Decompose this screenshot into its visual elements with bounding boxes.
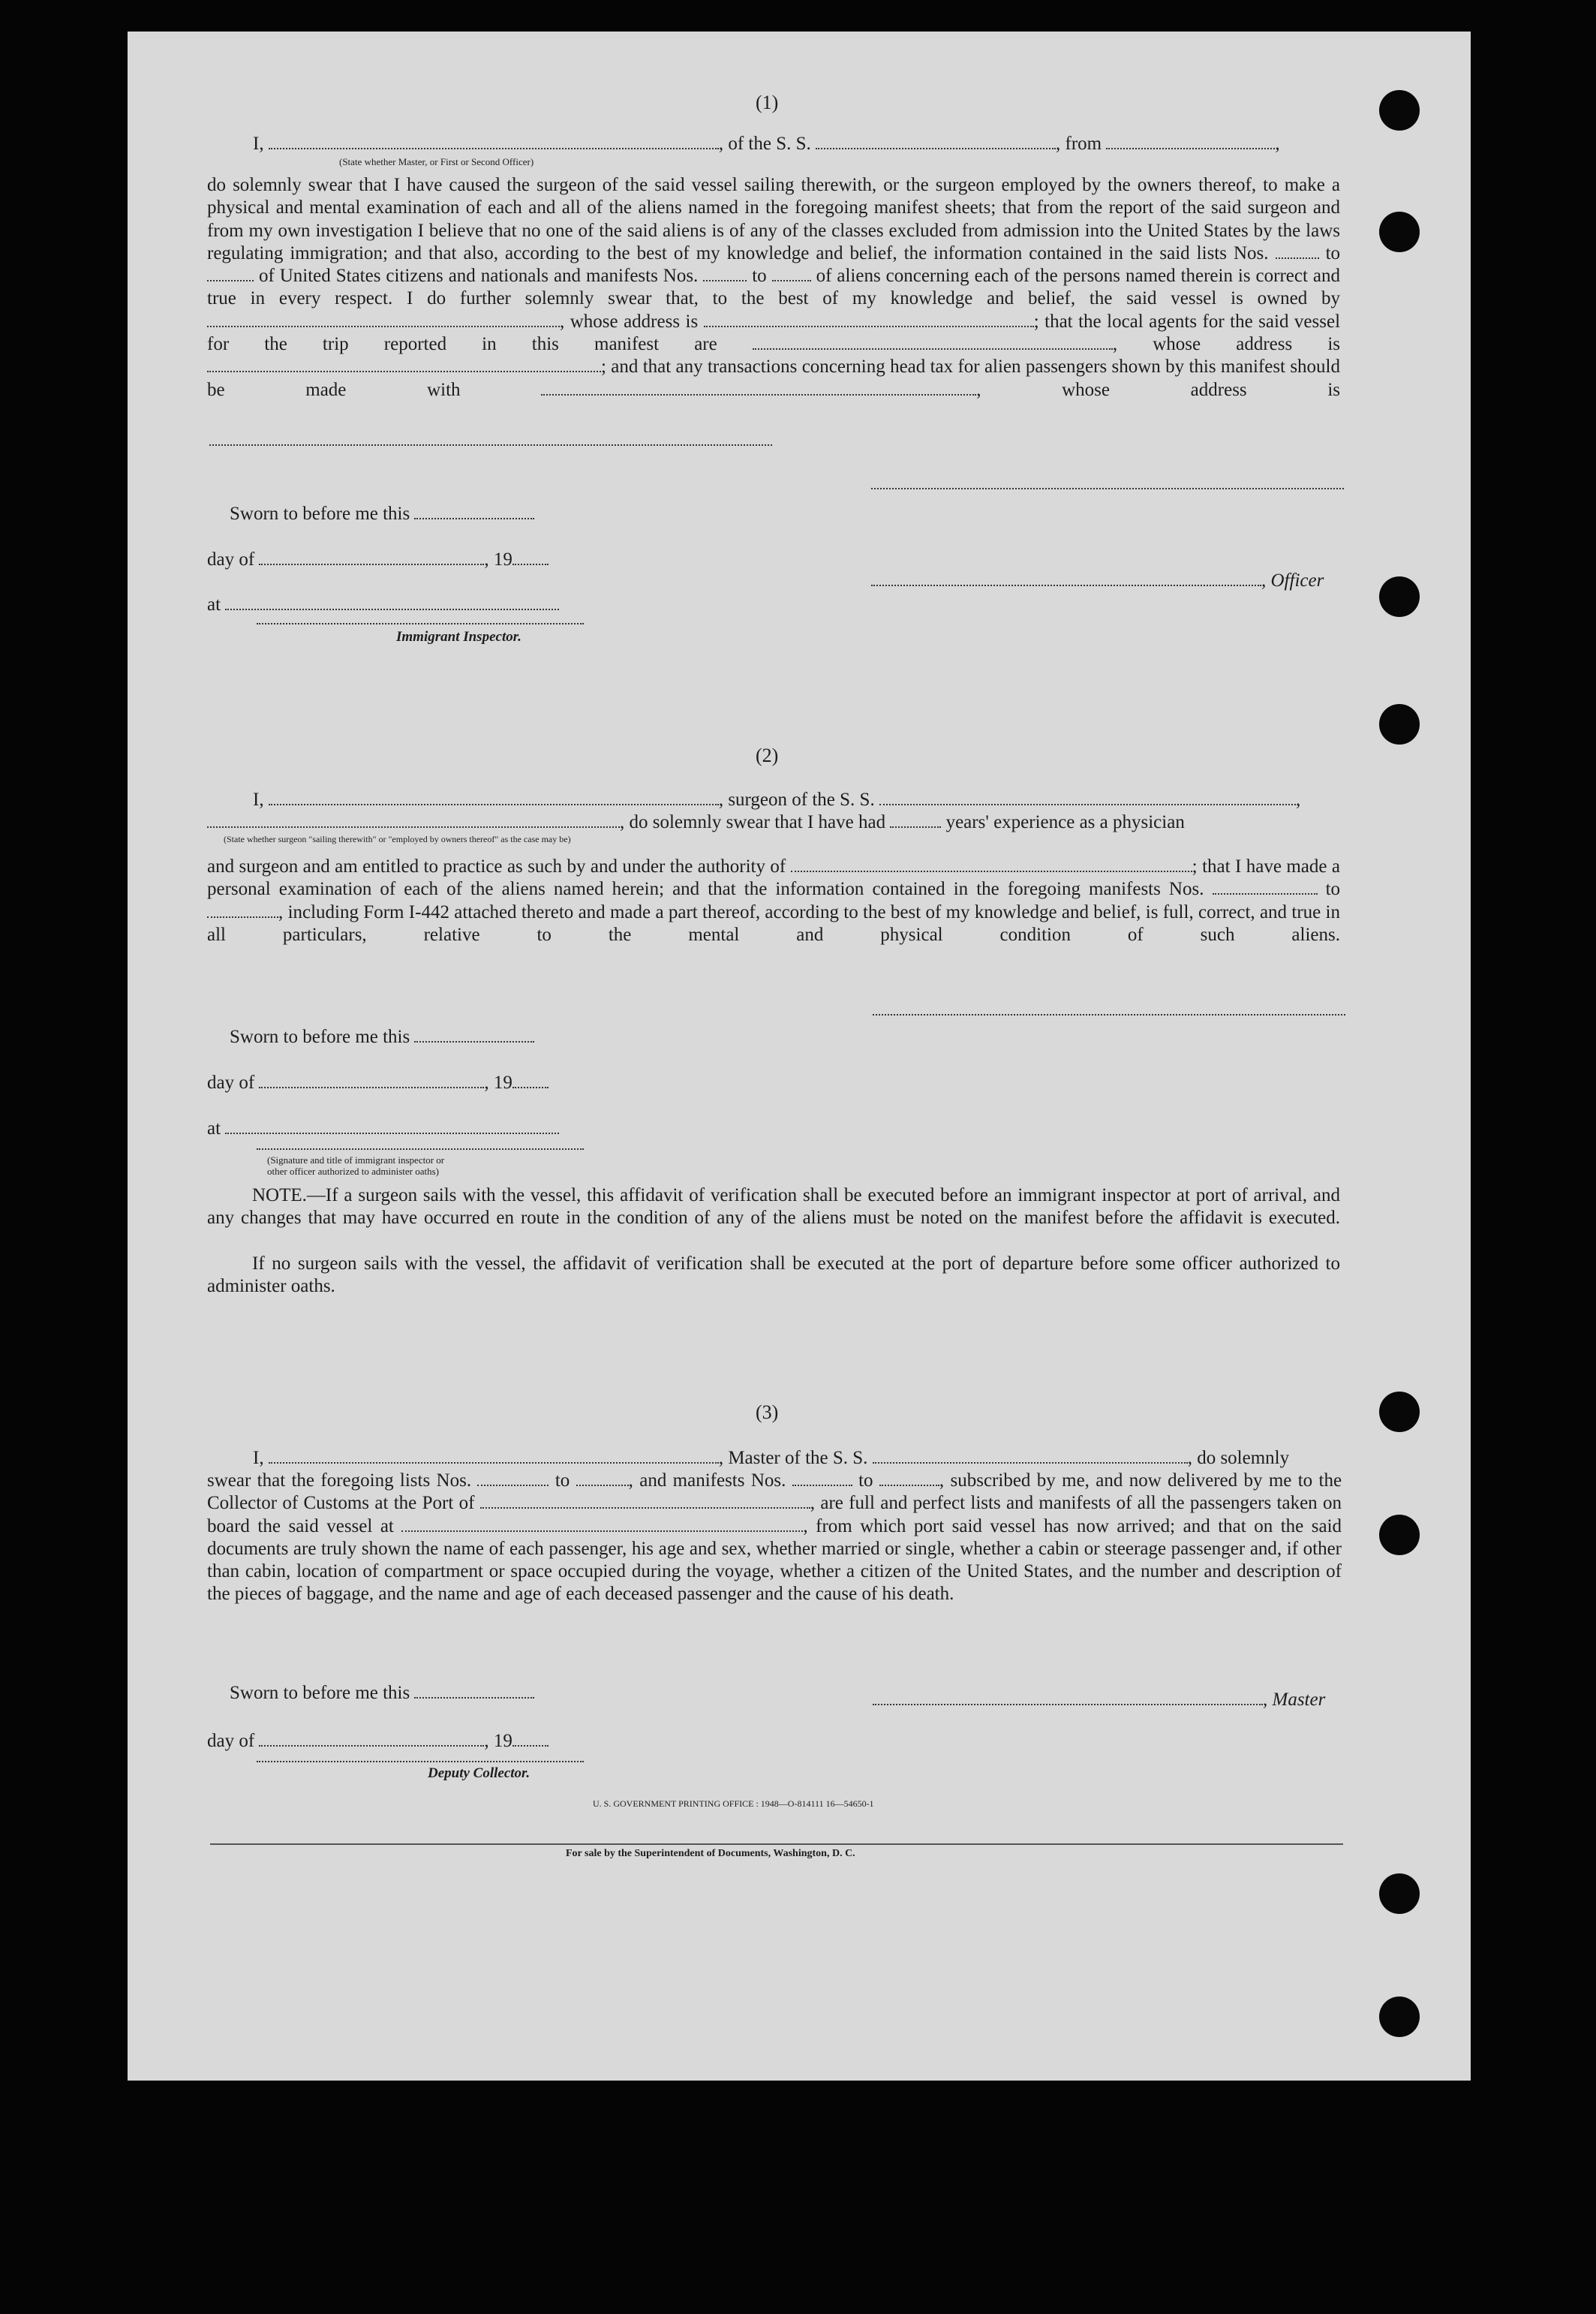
text: that the local agents for the said vessel for the trip reported in this manifest are [207, 311, 1341, 355]
text: whose address is [1153, 334, 1341, 355]
signature-label: Deputy Collector. [428, 1765, 530, 1781]
month-field[interactable] [259, 1072, 484, 1088]
manifests-from-field[interactable] [792, 1470, 852, 1486]
section-2-first-line [253, 789, 1300, 811]
surgeon-name-field[interactable] [269, 789, 719, 805]
text: and surgeon and am entitled to practice as such by and under the authority of [207, 856, 786, 877]
punch-hole [1379, 576, 1420, 617]
text: , [1275, 134, 1280, 154]
text: , [1295, 790, 1301, 810]
section-2-oath-text [207, 856, 1340, 946]
inspector-signature-field[interactable] [257, 1148, 584, 1150]
day-line [207, 1730, 549, 1753]
text: , whose address is [560, 311, 699, 332]
surgeon-type-field[interactable] [207, 811, 620, 828]
manifests-to-field[interactable] [207, 901, 278, 918]
text: If no surgeon sails with the vessel, the affidavit of verification shall be executed at the port of departure before some officer authorized to administer oaths. [207, 1253, 1340, 1297]
sworn-date-field[interactable] [414, 503, 534, 519]
text: , from [1056, 134, 1102, 154]
section-1-oath-text [207, 174, 1340, 402]
year-field[interactable] [512, 1072, 549, 1088]
sworn-line [230, 1026, 534, 1049]
lists-from-field[interactable] [1276, 242, 1319, 259]
inspector-signature-field[interactable] [257, 623, 584, 624]
punch-hole [1379, 1873, 1420, 1914]
note-paragraph [207, 1184, 1340, 1230]
text: manifests of all the passengers taken on board the said vessel at [207, 1493, 1342, 1536]
punch-hole [1379, 704, 1420, 745]
ship-name-field[interactable] [873, 1447, 1188, 1464]
signature-caption: (Signature and title of immigrant inspector or [267, 1154, 445, 1166]
place-field[interactable] [225, 1118, 559, 1134]
text: , 19 [484, 549, 512, 570]
at-line [207, 594, 559, 616]
head-tax-address-field[interactable] [209, 444, 772, 446]
punch-hole [1379, 1997, 1420, 2037]
text: to [858, 1470, 873, 1491]
section-1-first-line [253, 133, 1280, 155]
section-2-number: (2) [756, 745, 779, 766]
field-caption: (State whether Master, or First or Second Officer) [339, 156, 534, 167]
section-3-number: (3) [756, 1401, 779, 1423]
years-field[interactable] [890, 811, 941, 828]
text: I, [253, 790, 264, 810]
month-field[interactable] [259, 549, 484, 565]
text: Sworn to before me this [230, 1027, 410, 1047]
ship-name-field[interactable] [879, 789, 1296, 805]
section-3-first-line [253, 1447, 1289, 1470]
text: day of [207, 549, 255, 570]
text: , surgeon of the S. S. [718, 790, 875, 810]
signature-caption: other officer authorized to administer oaths) [267, 1166, 439, 1177]
sworn-line [230, 1682, 534, 1705]
agents-field[interactable] [753, 333, 1113, 350]
text: , do solemnly swear that I have had [620, 812, 886, 832]
section-2-second-line [207, 811, 1185, 834]
punch-hole [1379, 212, 1420, 252]
text: I, [253, 1448, 264, 1468]
ship-name-field[interactable] [816, 133, 1056, 149]
officer-name-field[interactable] [871, 570, 1261, 586]
lists-from-field[interactable] [477, 1470, 549, 1486]
text: , Master of the S. S. [718, 1448, 868, 1468]
officer-line [871, 570, 1324, 592]
text: , including Form I-442 attached thereto and made a part thereof, according to the best of my knowledge and belief, is full, correct, and true in all particulars, relative to the mental and physical condition of such aliens. [207, 901, 1340, 945]
text: at [207, 1118, 221, 1139]
signature-label: Immigrant Inspector. [396, 629, 521, 645]
text: of aliens concerning each of the persons named therein is correct and true in every respect. I do further solemnly swear that, to the best of my knowledge and belief, the said vessel is owned by [207, 266, 1340, 309]
year-field[interactable] [512, 549, 549, 565]
text: , do solemnly [1187, 1448, 1290, 1468]
agents-address-field[interactable] [207, 356, 601, 372]
footer-divider [210, 1843, 1343, 1845]
form-sheet [128, 32, 1471, 2081]
note-paragraph [207, 1253, 1340, 1298]
from-port-field[interactable] [1106, 133, 1275, 149]
text: day of [207, 1073, 255, 1093]
text: swear that the foregoing lists Nos. [207, 1470, 472, 1491]
owner-address-field[interactable] [704, 311, 1034, 327]
master-title-field[interactable] [269, 133, 719, 149]
text: , Officer [1261, 570, 1324, 591]
text: , of the S. S. [718, 134, 811, 154]
manifests-to-field[interactable] [879, 1470, 939, 1486]
day-line [207, 549, 549, 571]
text: ; [1192, 856, 1198, 877]
text: do solemnly swear that I have caused the surgeon of the said vessel sailing therewith, or the surgeon employed by the owners thereof, to make a physical and mental examination of each and all of the aliens named in the foregoing manifest sheets; that from the report of the said surgeon and from my own investigation I believe that no one of the said aliens is of any of the classes excluded from admission into the United States by the laws regulating immigration; and that also, according to the best of my knowledge and belief, the information contained in the said lists Nos. [207, 175, 1340, 263]
master-signature-line [873, 1689, 1325, 1711]
printing-office-line: U. S. GOVERNMENT PRINTING OFFICE : 1948—O-814111 16—54650-1 [593, 1798, 874, 1809]
master-signature-field[interactable] [873, 1689, 1263, 1705]
authority-field[interactable] [791, 856, 1192, 872]
text: I, [253, 134, 264, 154]
at-line [207, 1118, 559, 1140]
master-name-field[interactable] [269, 1447, 719, 1464]
text: , 19 [484, 1073, 512, 1093]
text: , from which [803, 1515, 906, 1536]
text: , Master [1263, 1690, 1326, 1710]
manifests-from-field[interactable] [1213, 878, 1318, 895]
sale-notice: For sale by the Superintendent of Documents, Washington, D. C. [566, 1848, 855, 1859]
text: ; and that any transactions concerning head tax for alien passengers shown by this manifest should be made with [207, 357, 1340, 400]
sworn-date-field[interactable] [414, 1682, 534, 1699]
sworn-line [230, 503, 534, 525]
text: , and manifests Nos. [628, 1470, 786, 1491]
field-caption: (State whether surgeon "sailing therewith" or "employed by owners thereof" as the case may be) [224, 834, 571, 844]
text: Sworn to before me this [230, 504, 410, 524]
text: , subscribed by me, and now [939, 1470, 1162, 1491]
text: ; [1033, 311, 1039, 332]
month-field[interactable] [259, 1730, 484, 1747]
note-label: NOTE. [252, 1185, 307, 1205]
text: Sworn to before me this [230, 1683, 410, 1703]
section-1-number: (1) [756, 92, 779, 113]
day-line [207, 1072, 549, 1094]
text: to [752, 266, 767, 287]
place-field[interactable] [225, 594, 559, 610]
lists-to-field[interactable] [576, 1470, 629, 1486]
text: of United States citizens and nationals and manifests Nos. [258, 266, 699, 287]
lists-to-field[interactable] [207, 265, 254, 281]
text: to [555, 1470, 570, 1491]
manifests-from-field[interactable] [703, 265, 747, 281]
text: day of [207, 1731, 255, 1751]
text: years' experience as a physician [945, 812, 1185, 832]
sworn-date-field[interactable] [414, 1026, 534, 1043]
text: at [207, 594, 221, 615]
punch-hole [1379, 1392, 1420, 1432]
collector-signature-field[interactable] [257, 1761, 584, 1762]
text: to [1325, 879, 1341, 900]
owner-field[interactable] [207, 311, 560, 327]
punch-hole [1379, 1515, 1420, 1555]
punch-hole [1379, 90, 1420, 131]
text: delivered by me to the Collector of Customs at the Port of [207, 1470, 1342, 1514]
manifests-to-field[interactable] [772, 265, 811, 281]
surgeon-signature-field[interactable] [873, 1014, 1345, 1016]
text: , 19 [484, 1731, 512, 1751]
section-3-oath-text [207, 1470, 1342, 1606]
text: —If a surgeon sails with the vessel, this affidavit of verification shall be executed before an immigrant inspector at port of arrival, and any changes that may have occurred en route in the condition of any of the aliens must be noted on the manifest before the affidavit is executed. [207, 1185, 1340, 1229]
head-tax-party-field[interactable] [541, 379, 976, 396]
text: to [1325, 242, 1341, 263]
year-field[interactable] [512, 1730, 549, 1747]
text: , whose address is [976, 379, 1340, 400]
embarkation-port-field[interactable] [401, 1515, 803, 1532]
text: , [1112, 334, 1118, 355]
text: port said vessel has now arrived; and that on the said documents are truly shown the name of each passenger, his age and sex, whether married or single, whether a cabin or steerage passenger and, if other than cabin, location of compartment or space occupied during the voyage, whether a citizen of the United States, and the number and description of the pieces of baggage, and the name and age of each deceased passenger and the cause of his death. [207, 1515, 1342, 1605]
text: , are full and perfect lists and [810, 1493, 1034, 1514]
officer-signature-field[interactable] [871, 488, 1344, 489]
port-field[interactable] [480, 1492, 810, 1509]
text: that I have made a personal examination of each of the aliens named herein; and that the information contained in the foregoing manifests Nos. [207, 856, 1341, 900]
